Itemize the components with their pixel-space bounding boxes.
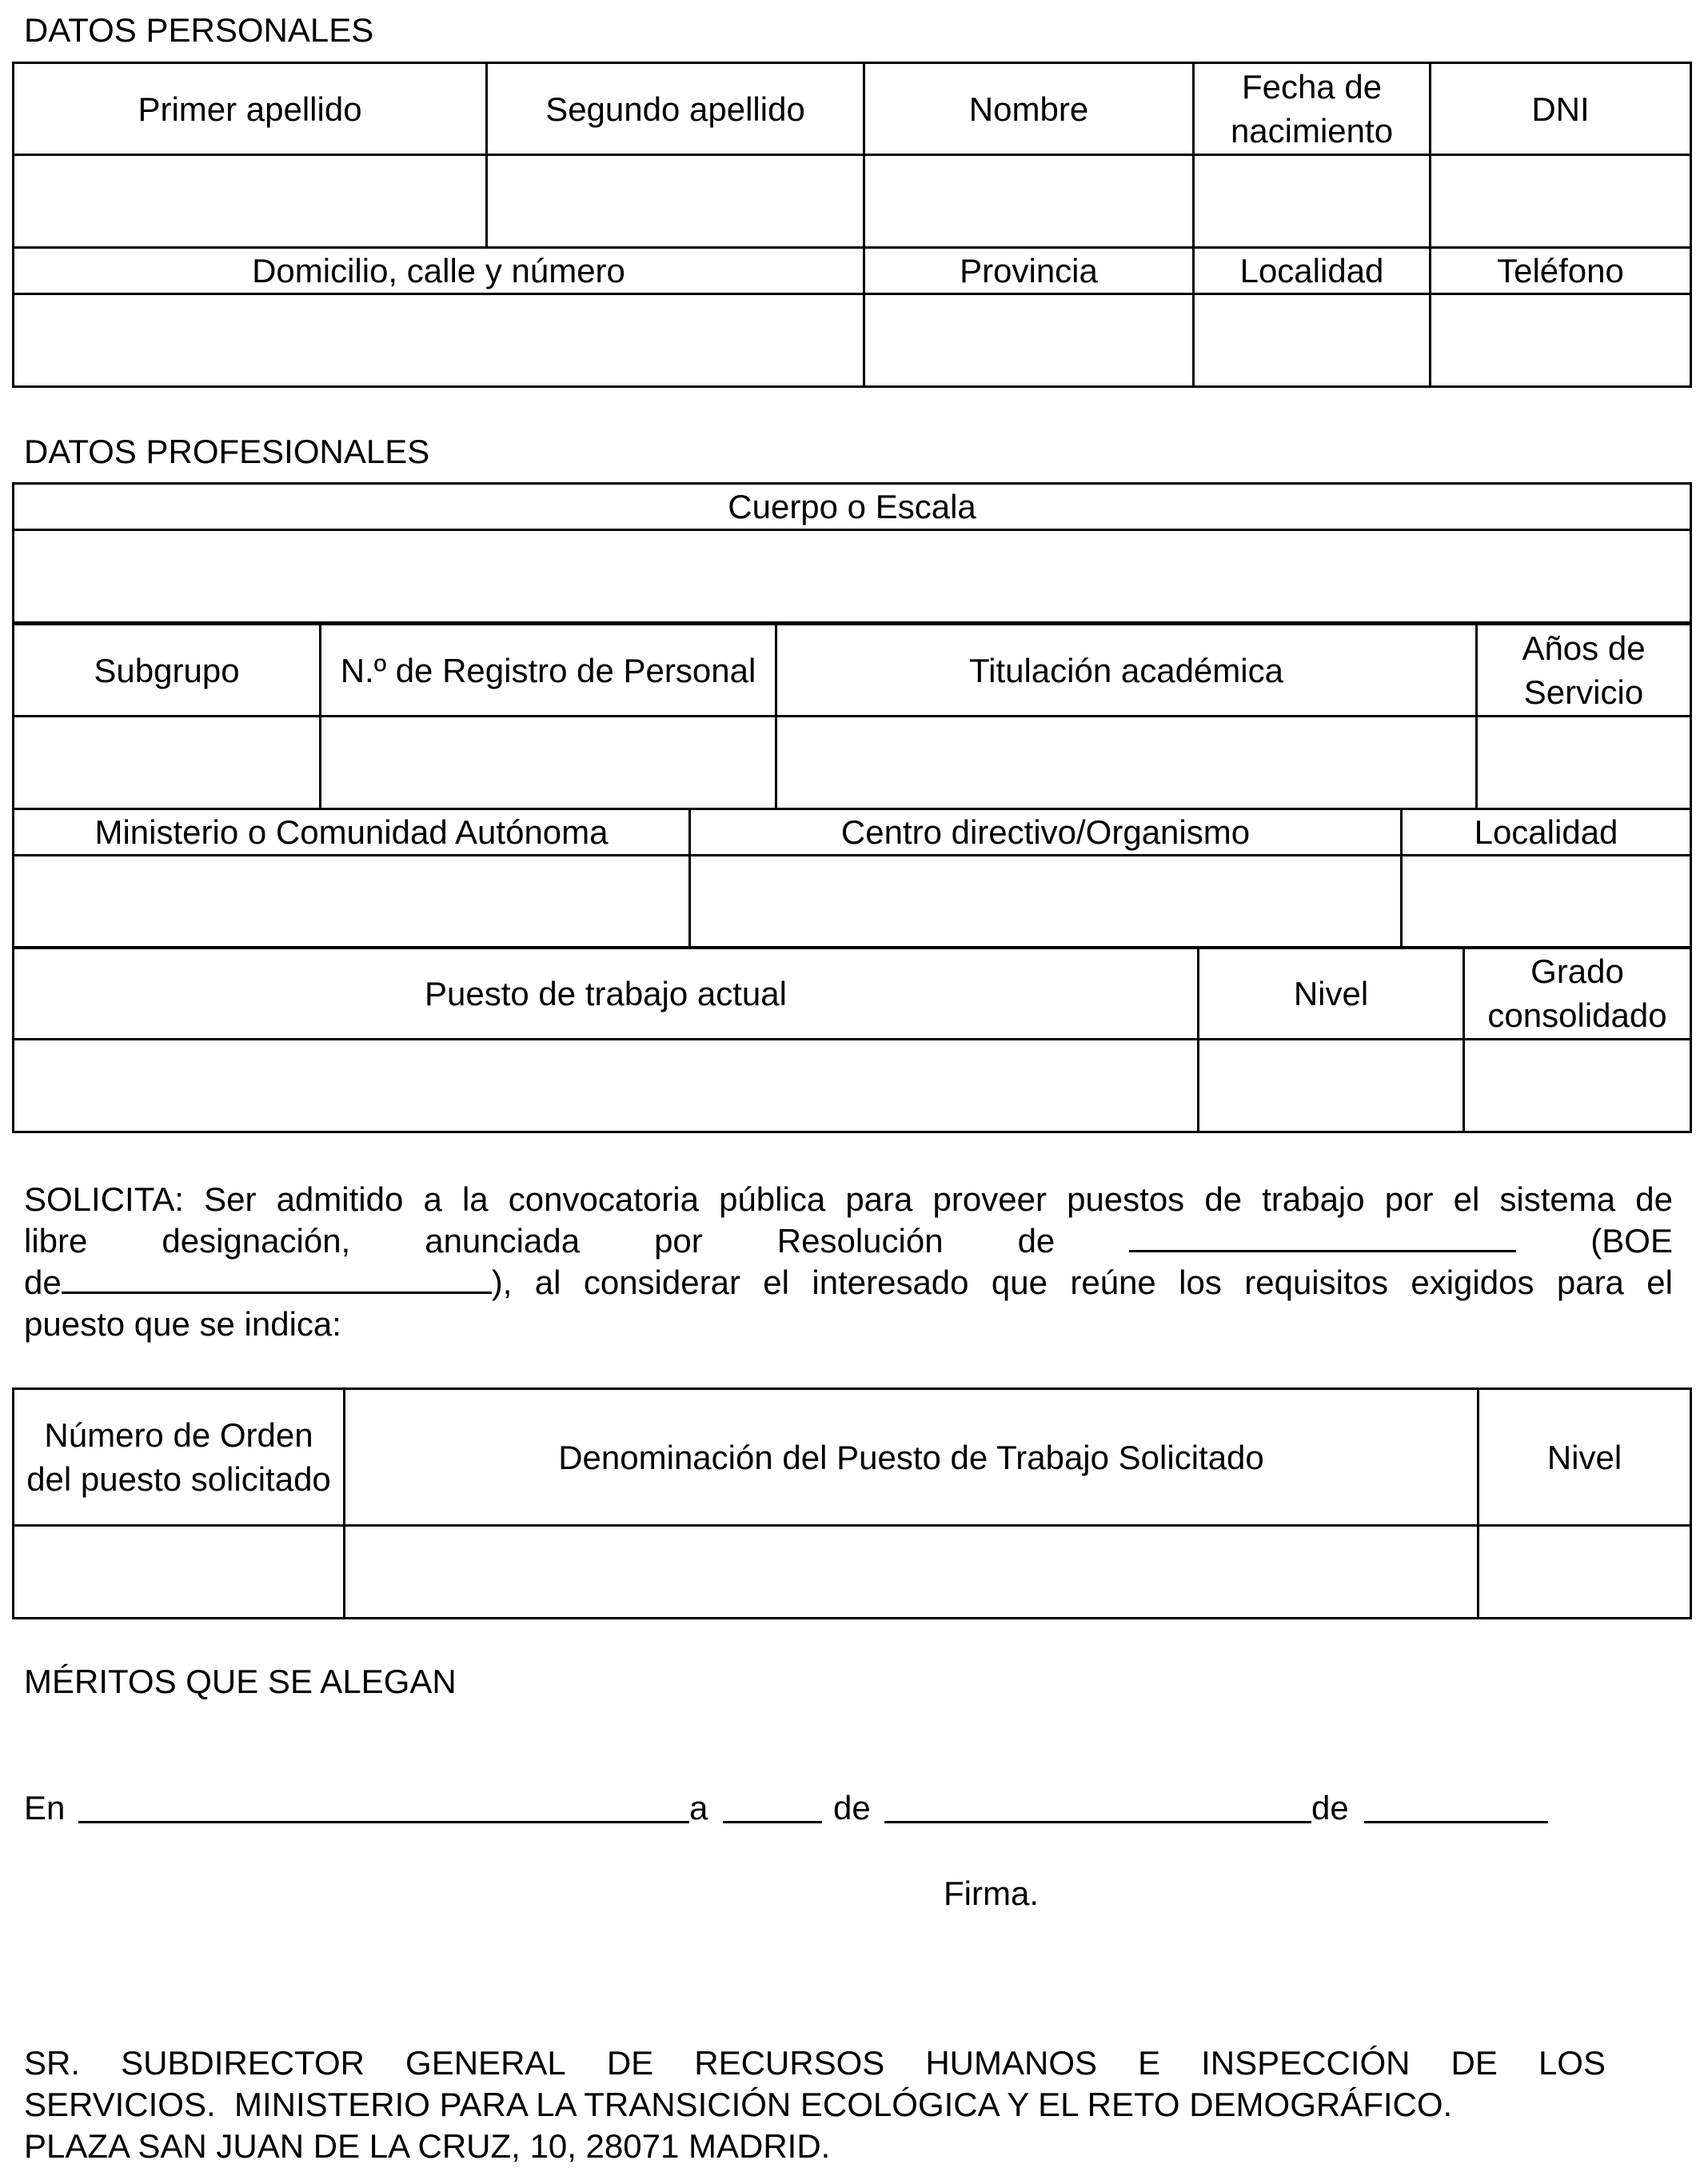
- addressee-word: SUBDIRECTOR: [121, 2044, 365, 2082]
- addressee-word: INSPECCIÓN: [1201, 2044, 1411, 2082]
- addressee-word: E: [1138, 2044, 1161, 2082]
- signature-de-2: de: [1311, 1789, 1349, 1827]
- addressee-line-1: [24, 2042, 1606, 2084]
- addressee-word: SR.: [24, 2044, 81, 2082]
- field-denominacion[interactable]: [345, 1526, 1479, 1619]
- field-cuerpo-escala[interactable]: [14, 530, 1691, 623]
- header-ministerio: Ministerio o Comunidad Autónoma: [14, 809, 690, 856]
- field-titulacion[interactable]: [776, 717, 1477, 809]
- resolucion-blank[interactable]: [1129, 1221, 1516, 1252]
- signature-de-1: de: [833, 1789, 871, 1827]
- header-telefono: Teléfono: [1431, 248, 1691, 294]
- header-nombre: Nombre: [864, 63, 1194, 155]
- field-provincia[interactable]: [864, 294, 1194, 387]
- addressee-word: RECURSOS: [694, 2044, 885, 2082]
- field-registro-personal[interactable]: [321, 717, 776, 809]
- field-ministerio[interactable]: [14, 856, 690, 948]
- year-blank[interactable]: [1364, 1821, 1548, 1823]
- solicita-line-3-start: [24, 1262, 492, 1304]
- personal-data-table: [12, 62, 1692, 388]
- solicita-word: libre: [24, 1222, 88, 1260]
- solicita-text-1: SOLICITA: Ser admitido a la convocatoria pública para proveer puestos de trabajo por el sistema de: [24, 1180, 1673, 1218]
- solicita-paragraph: [24, 1179, 1673, 1345]
- field-puesto-actual[interactable]: [14, 1040, 1199, 1132]
- addressee-line-3: PLAZA SAN JUAN DE LA CRUZ, 10, 28071 MADRID.: [24, 2127, 831, 2165]
- header-grado-consolidado: Grado consolidado: [1464, 948, 1691, 1040]
- signature-en: En: [24, 1789, 66, 1827]
- header-localidad-prof: Localidad: [1402, 809, 1691, 856]
- field-primer-apellido[interactable]: [14, 155, 487, 248]
- header-cuerpo-escala: Cuerpo o Escala: [14, 484, 1691, 530]
- header-puesto-actual: Puesto de trabajo actual: [14, 948, 1199, 1040]
- header-denominacion: Denominación del Puesto de Trabajo Solicitado: [345, 1389, 1479, 1526]
- header-dni: DNI: [1431, 63, 1691, 155]
- signature-a: a: [689, 1789, 708, 1827]
- professional-heading: DATOS PROFESIONALES: [24, 433, 430, 470]
- day-blank[interactable]: [723, 1821, 822, 1823]
- field-telefono[interactable]: [1431, 294, 1691, 387]
- addressee-word: GENERAL: [405, 2044, 566, 2082]
- professional-data-table: [12, 482, 1692, 624]
- header-anos-servicio: Años de Servicio: [1477, 625, 1691, 717]
- solicita-word: Resolución: [776, 1222, 944, 1260]
- month-blank[interactable]: [884, 1821, 1311, 1823]
- field-fecha-nacimiento[interactable]: [1194, 155, 1431, 248]
- addressee-block: [24, 2042, 1606, 2167]
- solicita-line-3: [24, 1262, 1673, 1304]
- field-localidad[interactable]: [1194, 294, 1431, 387]
- addressee-word: HUMANOS: [925, 2044, 1098, 2082]
- boe-date-blank[interactable]: [62, 1263, 492, 1294]
- professional-row4-table: [12, 946, 1692, 1133]
- header-primer-apellido: Primer apellido: [14, 63, 487, 155]
- field-nivel[interactable]: [1199, 1040, 1464, 1132]
- header-registro-personal: N.º de Registro de Personal: [321, 625, 776, 717]
- field-subgrupo[interactable]: [14, 717, 321, 809]
- solicita-line-4: puesto que se indica:: [24, 1305, 341, 1343]
- solicita-line-1: [24, 1179, 1673, 1220]
- header-fecha-nacimiento: Fecha de nacimiento: [1194, 63, 1431, 155]
- field-localidad-prof[interactable]: [1402, 856, 1691, 948]
- solicita-word: anunciada: [425, 1222, 581, 1260]
- firma-label: Firma.: [944, 1875, 1039, 1912]
- addressee-word: DE: [1451, 2044, 1498, 2082]
- field-nivel-solicitado[interactable]: [1479, 1526, 1691, 1619]
- personal-heading: DATOS PERSONALES: [24, 11, 374, 49]
- header-localidad: Localidad: [1194, 248, 1431, 294]
- place-blank[interactable]: [78, 1821, 689, 1823]
- requested-post-table: [12, 1387, 1692, 1619]
- header-domicilio: Domicilio, calle y número: [14, 248, 864, 294]
- professional-row2-table: [12, 623, 1692, 810]
- addressee-line-2: SERVICIOS. MINISTERIO PARA LA TRANSICIÓN ECOLÓGICA Y EL RETO DEMOGRÁFICO.: [24, 2086, 1453, 2123]
- field-anos-servicio[interactable]: [1477, 717, 1691, 809]
- solicita-boe: (BOE: [1590, 1222, 1673, 1260]
- solicita-word: designación,: [162, 1222, 351, 1260]
- meritos-heading: MÉRITOS QUE SE ALEGAN: [24, 1663, 457, 1700]
- header-numero-orden: Número de Orden del puesto solicitado: [14, 1389, 345, 1526]
- solicita-text-3: ), al considerar el interesado que reúne los requisitos exigidos para el: [491, 1264, 1673, 1301]
- header-nivel-solicitado: Nivel: [1479, 1389, 1691, 1526]
- solicita-line-2: [24, 1220, 1673, 1262]
- header-nivel: Nivel: [1199, 948, 1464, 1040]
- addressee-word: LOS: [1538, 2044, 1606, 2082]
- addressee-word: DE: [606, 2044, 654, 2082]
- professional-row3-table: [12, 808, 1692, 949]
- solicita-word: por: [654, 1222, 703, 1260]
- header-centro-directivo: Centro directivo/Organismo: [690, 809, 1402, 856]
- solicita-word: de: [1017, 1222, 1056, 1260]
- field-segundo-apellido[interactable]: [487, 155, 864, 248]
- field-grado-consolidado[interactable]: [1464, 1040, 1691, 1132]
- field-numero-orden[interactable]: [14, 1526, 345, 1619]
- field-dni[interactable]: [1431, 155, 1691, 248]
- solicita-de: de: [24, 1264, 62, 1301]
- field-nombre[interactable]: [864, 155, 1194, 248]
- header-provincia: Provincia: [864, 248, 1194, 294]
- header-subgrupo: Subgrupo: [14, 625, 321, 717]
- header-segundo-apellido: Segundo apellido: [487, 63, 864, 155]
- field-domicilio[interactable]: [14, 294, 864, 387]
- header-titulacion: Titulación académica: [776, 625, 1477, 717]
- field-centro-directivo[interactable]: [690, 856, 1402, 948]
